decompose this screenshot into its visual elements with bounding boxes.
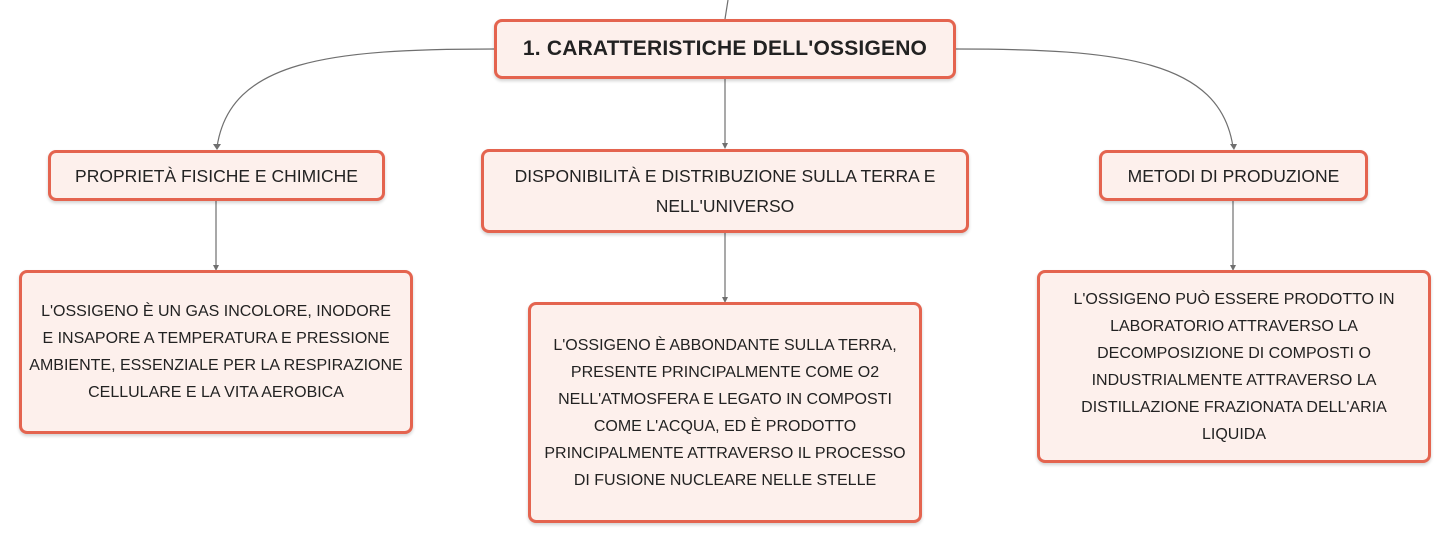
parent-connector [725, 0, 728, 19]
topic-node-label: PROPRIETÀ FISICHE E CHIMICHE [75, 165, 358, 186]
detail-node-text: L'OSSIGENO PUÒ ESSERE PRODOTTO IN LABORATORIO ATTRAVERSO LA DECOMPOSIZIONE DI COMPOSTI O INDUSTRIALMENTE ATTRAVERSO LA DISTILLAZIONE FRAZIONATA DELL'ARIA LIQUIDA [1073, 290, 1395, 443]
root-node[interactable] [494, 19, 956, 79]
topic-node-label: DISPONIBILITÀ E DISTRIBUZIONE SULLA TERRA E NELL'UNIVERSO [514, 166, 936, 216]
detail-node-availability[interactable] [528, 302, 922, 523]
topic-node-production-methods[interactable] [1099, 150, 1368, 201]
connector-root-to-production [956, 49, 1233, 147]
topic-node-physical-chemical-properties[interactable] [48, 150, 385, 201]
detail-node-text: L'OSSIGENO È UN GAS INCOLORE, INODORE E INSAPORE A TEMPERATURA E PRESSIONE AMBIENTE, ESSENZIALE PER LA RESPIRAZIONE CELLULARE E LA VITA AEROBICA [29, 303, 403, 401]
detail-node-properties[interactable] [19, 270, 413, 434]
root-node-label: 1. CARATTERISTICHE DELL'OSSIGENO [522, 37, 928, 60]
detail-node-production[interactable] [1037, 270, 1431, 463]
connector-root-to-properties [217, 49, 494, 147]
topic-node-label: METODI DI PRODUZIONE [1127, 165, 1340, 186]
detail-node-text: L'OSSIGENO È ABBONDANTE SULLA TERRA, PRESENTE PRINCIPALMENTE COME O2 NELL'ATMOSFERA E LEGATO IN COMPOSTI COME L'ACQUA, ED È PRODOTTO PRINCIPALMENTE ATTRAVERSO IL PROCESSO DI FUSIONE NUCLEARE NELLE STELLE [544, 336, 906, 489]
topic-node-availability-distribution[interactable] [481, 149, 969, 233]
